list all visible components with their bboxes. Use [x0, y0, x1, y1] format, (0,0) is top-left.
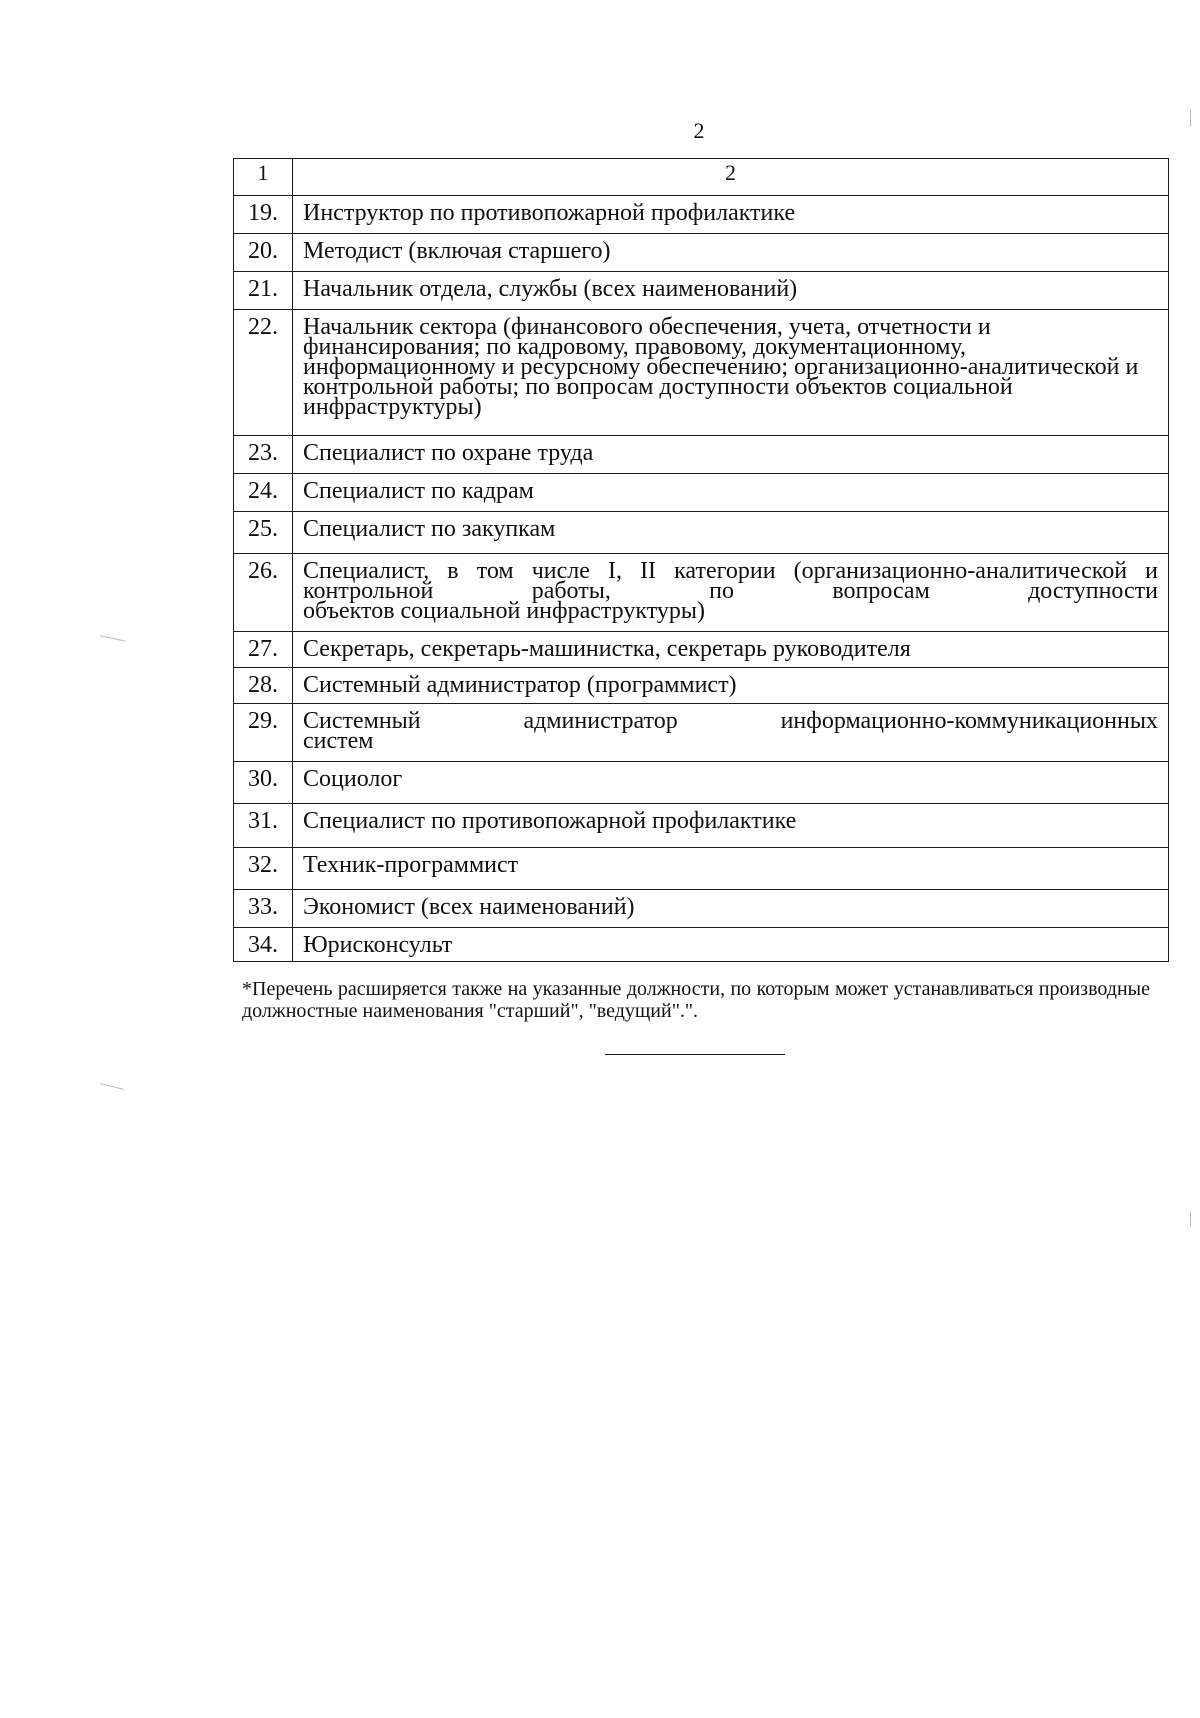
row-number: 30. [234, 762, 293, 804]
row-number: 28. [234, 668, 293, 704]
table-row [234, 848, 1169, 890]
table-row [234, 762, 1169, 804]
row-position-title: Экономист (всех наименований) [293, 890, 1169, 928]
row-number: 20. [234, 234, 293, 272]
scan-speck [100, 635, 126, 641]
row-position-title [293, 554, 1169, 632]
row-position-title-last-line: систем [303, 728, 374, 754]
row-position-title: Специалист по охране труда [293, 436, 1169, 474]
row-position-title: Инструктор по противопожарной профилактике [293, 196, 1169, 234]
row-number: 31. [234, 804, 293, 848]
table-row [234, 804, 1169, 848]
footnote: *Перечень расширяется также на указанные должности, по которым может устанавливаться производные должностные наименования "старший", "ведущий".". [242, 978, 1150, 1022]
table-row [234, 890, 1169, 928]
scan-speck [100, 1083, 124, 1090]
row-position-title: Начальник сектора (финансового обеспечения, учета, отчетности и финансирования; по кадровому, правовому, документационному, информационному и ресурсному обеспечению; организационно-аналитической и контрольной работы; по вопросам доступности объектов социальной инфраструктуры) [293, 310, 1169, 436]
scan-speck [1190, 1212, 1191, 1226]
positions-table [233, 158, 1169, 962]
table-row [234, 272, 1169, 310]
row-number: 22. [234, 310, 293, 436]
table-row [234, 668, 1169, 704]
row-number: 34. [234, 928, 293, 962]
table-row [234, 512, 1169, 554]
table-row [234, 234, 1169, 272]
row-position-title: Начальник отдела, службы (всех наименований) [293, 272, 1169, 310]
table-row [234, 196, 1169, 234]
row-number: 21. [234, 272, 293, 310]
row-number: 27. [234, 632, 293, 668]
row-number: 26. [234, 554, 293, 632]
footnote-rule [605, 1054, 785, 1055]
page-number: 2 [693, 118, 705, 143]
row-number: 25. [234, 512, 293, 554]
row-position-title-text: Специалист, в том числе I, II категории (организационно-аналитической и контрольной работы, по вопросам доступности [303, 558, 1158, 604]
table-row [234, 554, 1169, 632]
row-position-title: Специалист по кадрам [293, 474, 1169, 512]
row-position-title-last-line: объектов социальной инфраструктуры) [303, 598, 705, 624]
row-number: 24. [234, 474, 293, 512]
row-position-title: Секретарь, секретарь-машинистка, секретарь руководителя [293, 632, 1169, 668]
row-number: 33. [234, 890, 293, 928]
table-row [234, 436, 1169, 474]
table-row [234, 310, 1169, 436]
row-position-title: Юрисконсульт [293, 928, 1169, 962]
table-row [234, 632, 1169, 668]
row-position-title-text: Системный администратор информационно-коммуникационных [303, 708, 1158, 734]
table-row [234, 704, 1169, 762]
row-position-title: Системный администратор (программист) [293, 668, 1169, 704]
row-position-title: Методист (включая старшего) [293, 234, 1169, 272]
row-position-title [293, 704, 1169, 762]
row-position-title: Специалист по закупкам [293, 512, 1169, 554]
row-number: 23. [234, 436, 293, 474]
scan-speck [1190, 110, 1191, 126]
table-header-row [234, 159, 1169, 196]
row-number: 29. [234, 704, 293, 762]
row-position-title: Социолог [293, 762, 1169, 804]
row-number: 19. [234, 196, 293, 234]
row-number: 32. [234, 848, 293, 890]
table-row [234, 928, 1169, 962]
positions-table-body [234, 159, 1169, 962]
header-col-1: 1 [234, 159, 293, 196]
header-col-2: 2 [293, 159, 1169, 196]
table-row [234, 474, 1169, 512]
row-position-title: Специалист по противопожарной профилактике [293, 804, 1169, 848]
row-position-title: Техник-программист [293, 848, 1169, 890]
